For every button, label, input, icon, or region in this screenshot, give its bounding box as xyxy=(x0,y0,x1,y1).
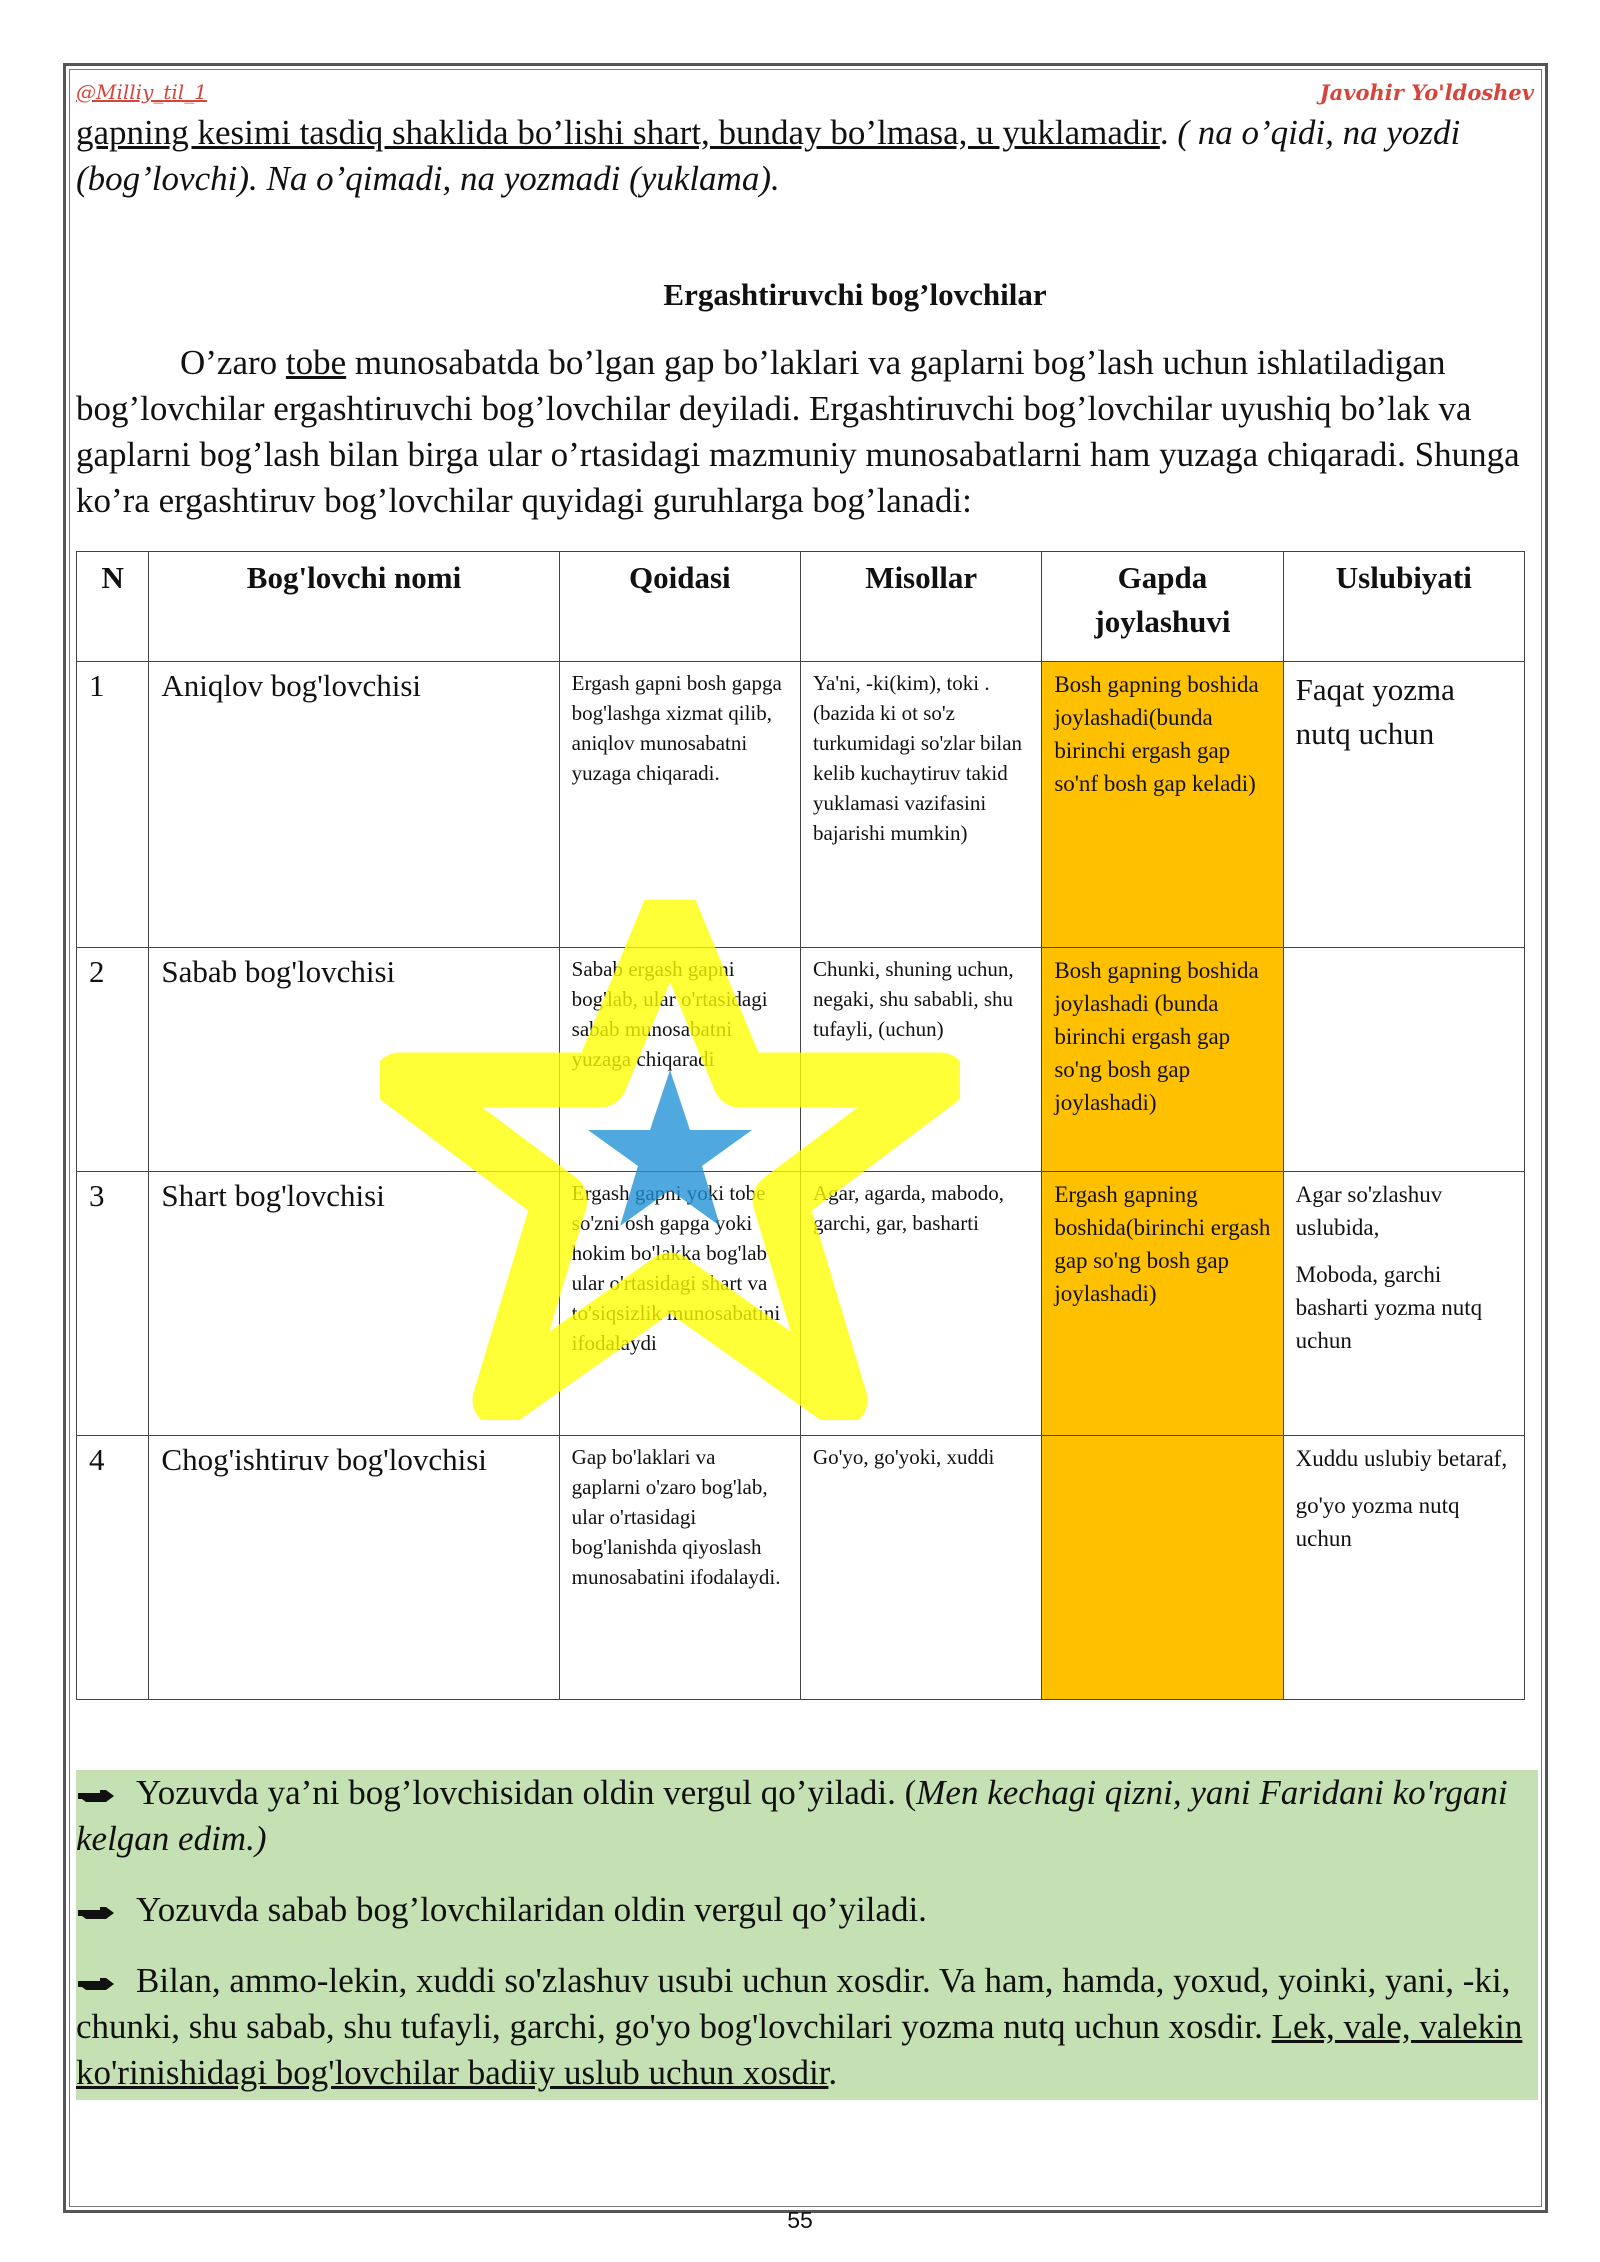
star-watermark xyxy=(380,900,960,1420)
header-examples: Misollar xyxy=(800,552,1041,662)
definition-paragraph xyxy=(76,340,1536,524)
header-name: Bog'lovchi nomi xyxy=(149,552,559,662)
paragraph-part2: munosabatda bo’lgan gap bo’laklari va gaplarni bog’lash uchun ishlatiladigan bog’lovchilar ergashtiruvchi bog’lovchilar deyiladi. Ergashtiruvchi bog’lovchilar uyushiq bo’lak va gaplarni bog’lash bilan birga ular o’rtasidagi mazmuniy munosabatlarni ham yuzaga chiqaradi. Shunga ko’ra ergashtiruv bog’lovchilar quyidagi guruhlarga bog’lanadi: xyxy=(76,343,1520,520)
row-style-1: Faqat yozma nutq uchun xyxy=(1295,672,1455,751)
row-style-1: Agar so'zlashuv uslubida, xyxy=(1295,1182,1443,1240)
row-name: Aniqlov bog'lovchisi xyxy=(149,662,559,948)
row-rule: Ergash gapni yoki tobe so'zni osh gapga yoki hokim bo'lakka bog'lab ular o'rtasidagi shart va to'siqsizlik munosabatini ifodalaydi xyxy=(559,1172,800,1436)
row-number: 4 xyxy=(77,1436,149,1700)
intro-period: . xyxy=(1159,113,1169,152)
header-rule: Qoidasi xyxy=(559,552,800,662)
row-rule: Gap bo'laklari va gaplarni o'zaro bog'lab, ular o'rtasidagi bog'lanishda qiyoslash munosabatini ifodalaydi. xyxy=(559,1436,800,1700)
row-name: Chog'ishtiruv bog'lovchisi xyxy=(149,1436,559,1700)
row-examples: Chunki, shuning uchun, negaki, shu sababli, shu tufayli, (uchun) xyxy=(800,948,1041,1172)
intro-example: ( na o’qidi, na yozdi (bog’lovchi). Na o’qimadi, na yozmadi (yuklama). xyxy=(76,113,1461,198)
header-channel: @Milliy_til_1 xyxy=(76,80,207,104)
row-placement: Bosh gapning boshida joylashadi (bunda birinchi ergash gap so'ng bosh gap joylashadi) xyxy=(1042,948,1283,1172)
header-placement: Gapda joylashuvi xyxy=(1042,552,1283,662)
row-examples: Agar, agarda, mabodo, garchi, gar, basharti xyxy=(800,1172,1041,1436)
note-1-example: Men kechagi qizni, yani Faridani ko'rgani kelgan edim.) xyxy=(76,1773,1508,1858)
header-style: Uslubiyati xyxy=(1283,552,1524,662)
note-3-text: Bilan, ammo-lekin, xuddi so'zlashuv usubi uchun xosdir. Va ham, hamda, yoxud, yoinki, yani, -ki, chunki, shu sabab, shu tufayli, garchi, go'yo bog'lovchilari yozma nutq uchun xosdir. xyxy=(76,1961,1511,2046)
row-style xyxy=(1283,1436,1524,1700)
pointing-hand-icon xyxy=(76,1901,116,1925)
note-3-end: . xyxy=(828,2053,838,2092)
note-2-text: Yozuvda sabab bog’lovchilaridan oldin vergul qo’yiladi. xyxy=(136,1890,927,1929)
row-number: 2 xyxy=(77,948,149,1172)
row-number: 1 xyxy=(77,662,149,948)
header-n: N xyxy=(77,552,149,662)
note-3-underlined: Lek, vale, valekin ko'rinishidagi bog'lovchilar badiiy uslub uchun xosdir xyxy=(76,2007,1523,2092)
row-style-1: Xuddu uslubiy betaraf, xyxy=(1295,1446,1508,1471)
note-2 xyxy=(76,1887,1536,1933)
note-3 xyxy=(76,1958,1536,2096)
row-style-2: go'yo yozma nutq uchun xyxy=(1295,1493,1460,1551)
paragraph-part1: O’zaro xyxy=(180,343,286,382)
row-style xyxy=(1283,948,1524,1172)
note-1 xyxy=(76,1770,1536,1862)
row-placement xyxy=(1042,1436,1283,1700)
row-placement: Ergash gapning boshida(birinchi ergash gap so'ng bosh gap joylashadi) xyxy=(1042,1172,1283,1436)
pointing-hand-icon xyxy=(76,1972,116,1996)
row-rule: Sabab ergash gapni bog'lab, ular o'rtasidagi sabab munosabatni yuzaga chiqaradi xyxy=(559,948,800,1172)
table-row xyxy=(77,1436,1525,1700)
header-author: Javohir Yo'ldoshev xyxy=(1319,80,1534,105)
note-1-text: Yozuvda ya’ni bog’lovchisidan oldin vergul qo’yiladi. ( xyxy=(136,1773,917,1812)
pointing-hand-icon xyxy=(76,1784,116,1808)
row-examples: Go'yo, go'yoki, xuddi xyxy=(800,1436,1041,1700)
row-name: Sabab bog'lovchisi xyxy=(149,948,559,1172)
table-header-row xyxy=(77,552,1525,662)
paragraph-tobe: tobe xyxy=(285,343,347,382)
row-style xyxy=(1283,1172,1524,1436)
row-style-2: Moboda, garchi basharti yozma nutq uchun xyxy=(1295,1262,1483,1353)
row-style xyxy=(1283,662,1524,948)
intro-text xyxy=(76,110,1536,202)
row-name: Shart bog'lovchisi xyxy=(149,1172,559,1436)
row-rule: Ergash gapni bosh gapga bog'lashga xizmat qilib, aniqlov munosabatni yuzaga chiqaradi. xyxy=(559,662,800,948)
row-number: 3 xyxy=(77,1172,149,1436)
row-placement: Bosh gapning boshida joylashadi(bunda birinchi ergash gap so'nf bosh gap keladi) xyxy=(1042,662,1283,948)
row-examples: Ya'ni, -ki(kim), toki . (bazida ki ot so'z turkumidagi so'zlar bilan kelib kuchaytiruv takid yuklamasi vazifasini bajarishi mumkin) xyxy=(800,662,1041,948)
intro-underlined: gapning kesimi tasdiq shaklida bo’lishi shart, bunday bo’lmasa, u yuklamadir xyxy=(76,113,1160,152)
page-number: 55 xyxy=(787,2207,813,2233)
section-title: Ergashtiruvchi bog’lovchilar xyxy=(663,277,1047,312)
